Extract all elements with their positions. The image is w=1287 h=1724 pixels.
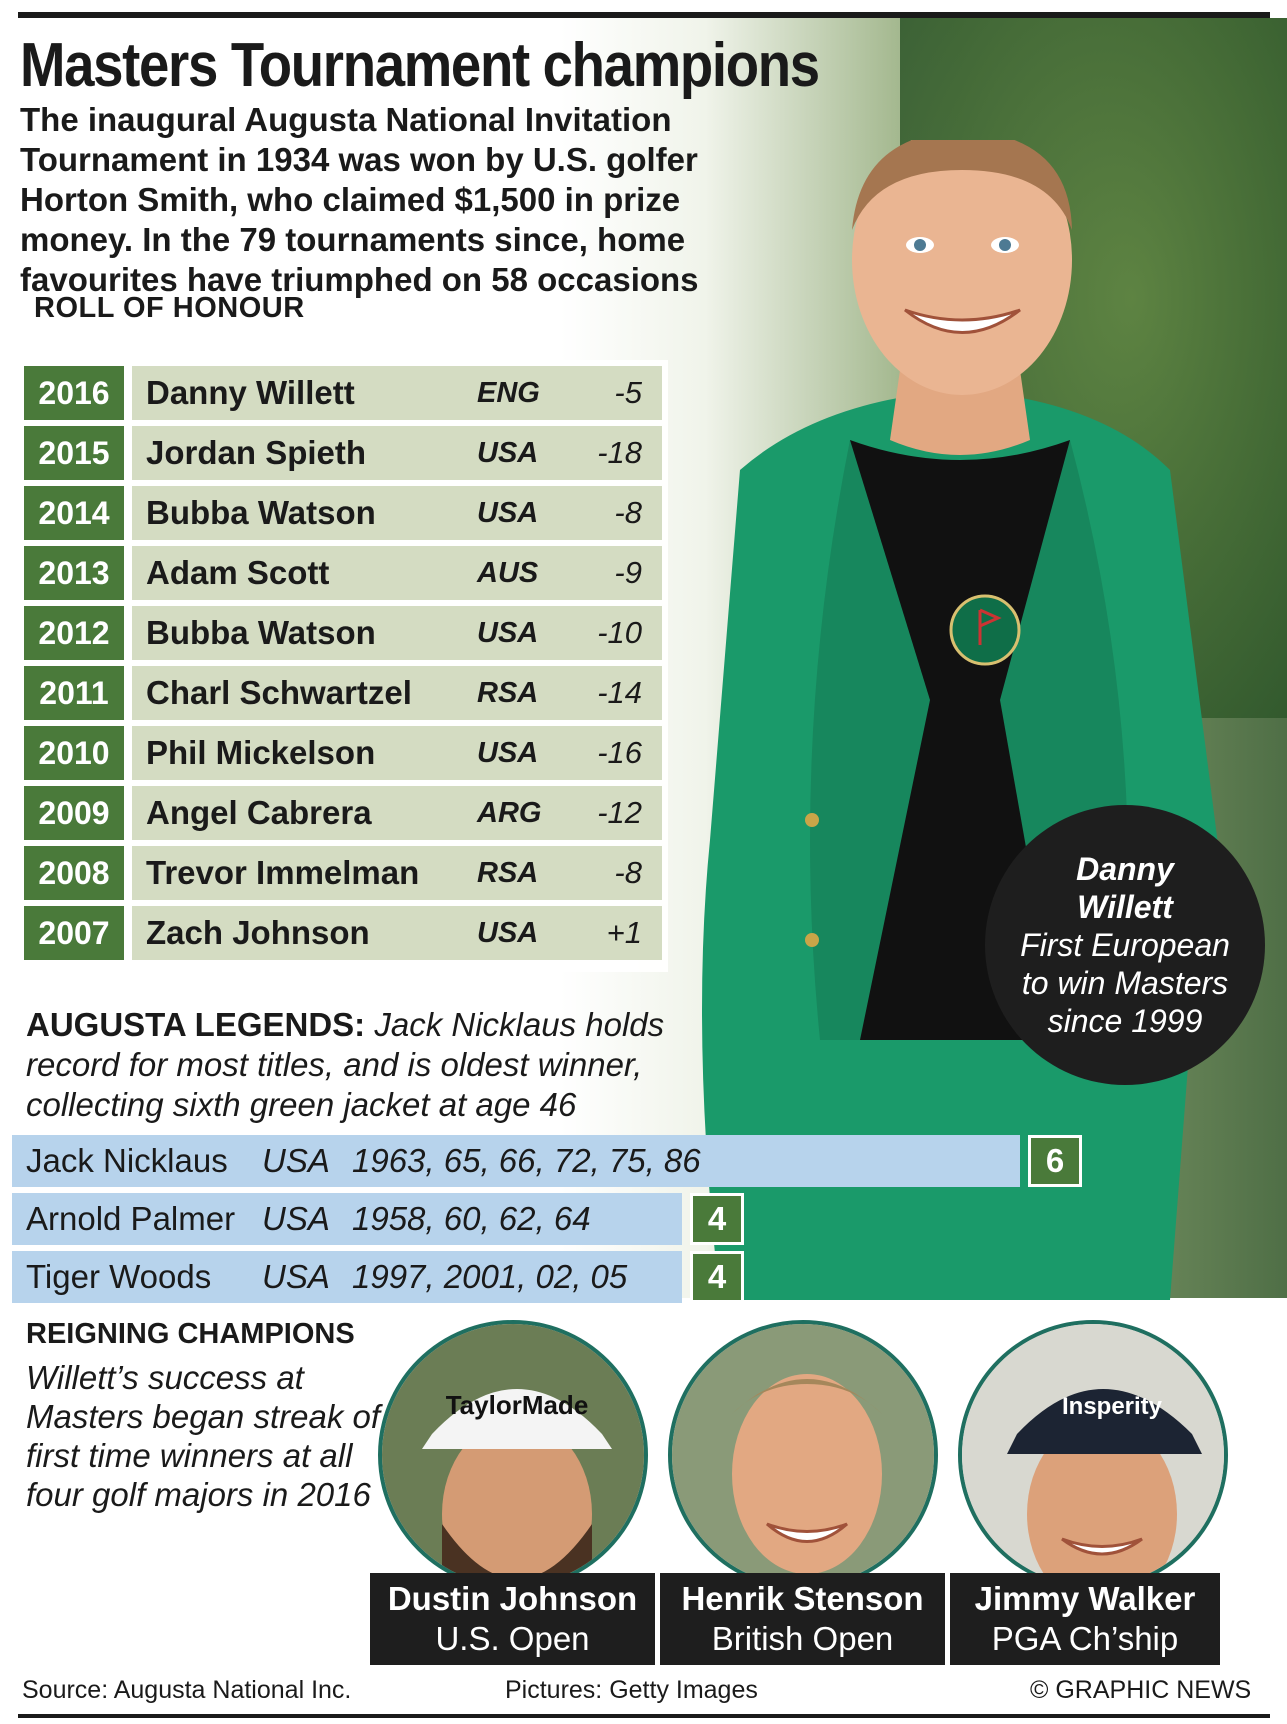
roll-name: Zach Johnson <box>146 914 370 951</box>
roll-year: 2014 <box>24 486 124 540</box>
page-title: Masters Tournament champions <box>20 31 819 100</box>
roll-row <box>24 546 662 600</box>
legend-row <box>12 1251 682 1303</box>
roll-country: USA <box>477 916 539 949</box>
legend-title-count: 6 <box>1028 1135 1082 1187</box>
roll-name: Charl Schwartzel <box>146 674 412 711</box>
roll-name: Angel Cabrera <box>146 794 372 831</box>
roll-entry <box>132 486 662 540</box>
cap-logo-text: TaylorMade <box>445 1390 589 1420</box>
roll-year: 2009 <box>24 786 124 840</box>
roll-name: Trevor Immelman <box>146 854 420 891</box>
augusta-legends-label: AUGUSTA LEGENDS: <box>26 1006 366 1043</box>
roll-entry <box>132 606 662 660</box>
caption-dustin-johnson <box>370 1573 655 1665</box>
legend-years: 1997, 2001, 02, 05 <box>352 1258 628 1295</box>
roll-country: ARG <box>477 796 542 829</box>
legend-years: 1963, 65, 66, 72, 75, 86 <box>352 1142 701 1179</box>
willett-badge <box>985 805 1265 1085</box>
roll-row <box>24 666 662 720</box>
source-credit: Source: Augusta National Inc. <box>22 1676 352 1704</box>
roll-name: Phil Mickelson <box>146 734 376 771</box>
champion-event: PGA Ch’ship <box>991 1620 1179 1657</box>
champion-event: U.S. Open <box>435 1620 590 1657</box>
roll-year: 2016 <box>24 366 124 420</box>
legend-title-count: 4 <box>690 1251 744 1303</box>
badge-name: Danny Willett <box>1076 851 1174 925</box>
roll-row <box>24 786 662 840</box>
roll-row <box>24 486 662 540</box>
roll-year: 2007 <box>24 906 124 960</box>
roll-row <box>24 606 662 660</box>
roll-entry <box>132 906 662 960</box>
augusta-legends-desc: Jack Nicklaus holds record for most titles, and is oldest winner, collecting sixth green jacket at age 46 <box>26 1006 665 1123</box>
pictures-credit: Pictures: Getty Images <box>505 1676 758 1704</box>
roll-country: USA <box>477 736 539 769</box>
roll-country: USA <box>477 496 539 529</box>
roll-year: 2015 <box>24 426 124 480</box>
roll-name: Danny Willett <box>146 374 355 411</box>
champion-event: British Open <box>711 1620 894 1657</box>
caption-henrik-stenson <box>660 1573 945 1665</box>
roll-score: +1 <box>606 915 642 950</box>
legend-name: Jack Nicklaus <box>26 1142 228 1179</box>
roll-country: ENG <box>477 376 540 409</box>
reigning-champions-heading: REIGNING CHAMPIONS <box>26 1318 355 1350</box>
legend-country: USA <box>262 1200 330 1237</box>
roll-entry <box>132 366 662 420</box>
roll-of-honour-table <box>18 360 668 972</box>
roll-score: -8 <box>614 495 642 530</box>
roll-country: RSA <box>477 676 539 709</box>
roll-country: AUS <box>477 556 539 589</box>
roll-entry <box>132 786 662 840</box>
champion-name: Jimmy Walker <box>974 1580 1196 1617</box>
legend-name: Tiger Woods <box>26 1258 212 1295</box>
roll-country: USA <box>477 436 539 469</box>
legend-row <box>12 1135 1020 1187</box>
roll-row <box>24 426 662 480</box>
danny-willett-photo <box>700 140 1260 1300</box>
roll-score: -16 <box>597 735 642 770</box>
roll-entry <box>132 426 662 480</box>
legend-country: USA <box>262 1142 330 1179</box>
jimmy-walker-photo <box>958 1320 1228 1590</box>
roll-year: 2013 <box>24 546 124 600</box>
roll-row <box>24 846 662 900</box>
legend-years: 1958, 60, 62, 64 <box>352 1200 591 1237</box>
roll-name: Bubba Watson <box>146 494 376 531</box>
roll-entry <box>132 726 662 780</box>
roll-score: -9 <box>614 555 642 590</box>
roll-year: 2008 <box>24 846 124 900</box>
roll-name: Bubba Watson <box>146 614 376 651</box>
champion-name: Henrik Stenson <box>681 1580 924 1617</box>
roll-year: 2011 <box>24 666 124 720</box>
roll-name: Jordan Spieth <box>146 434 367 471</box>
graphic-news-credit: © GRAPHIC NEWS <box>1030 1676 1252 1704</box>
bottom-rule <box>18 1714 1270 1718</box>
roll-score: -18 <box>597 435 642 470</box>
legend-title-count: 4 <box>690 1193 744 1245</box>
caption-jimmy-walker <box>950 1573 1220 1665</box>
intro-text: The inaugural Augusta National Invitation Tournament in 1934 was won by U.S. golfer Horton Smith, who claimed $1,500 in prize money. In the 79 tournaments since, home favourites have triumphed on 58 occasions <box>20 101 699 298</box>
legend-row <box>12 1193 682 1245</box>
legend-country: USA <box>262 1258 330 1295</box>
badge-text: First European to win Masters since 1999 <box>1020 927 1230 1039</box>
roll-score: -5 <box>614 375 642 410</box>
roll-year: 2012 <box>24 606 124 660</box>
dustin-johnson-photo <box>378 1320 648 1590</box>
cap-logo-text: Insperity <box>1061 1393 1163 1420</box>
roll-row <box>24 906 662 960</box>
roll-score: -10 <box>597 615 642 650</box>
roll-entry <box>132 546 662 600</box>
reigning-champions-text: Willett’s success at Masters began streak of first time winners at all four golf majors in 2016 <box>26 1359 381 1513</box>
roll-year: 2010 <box>24 726 124 780</box>
roll-country: RSA <box>477 856 539 889</box>
legend-name: Arnold Palmer <box>26 1200 236 1237</box>
roll-score: -8 <box>614 855 642 890</box>
roll-entry <box>132 846 662 900</box>
roll-of-honour-heading: ROLL OF HONOUR <box>34 292 305 324</box>
champion-name: Dustin Johnson <box>387 1580 638 1617</box>
augusta-legends-text <box>26 1005 706 1125</box>
roll-entry <box>132 666 662 720</box>
roll-country: USA <box>477 616 539 649</box>
henrik-stenson-photo <box>668 1320 938 1590</box>
roll-row <box>24 366 662 420</box>
roll-row <box>24 726 662 780</box>
roll-score: -14 <box>597 675 642 710</box>
roll-name: Adam Scott <box>146 554 330 591</box>
roll-score: -12 <box>597 795 642 830</box>
